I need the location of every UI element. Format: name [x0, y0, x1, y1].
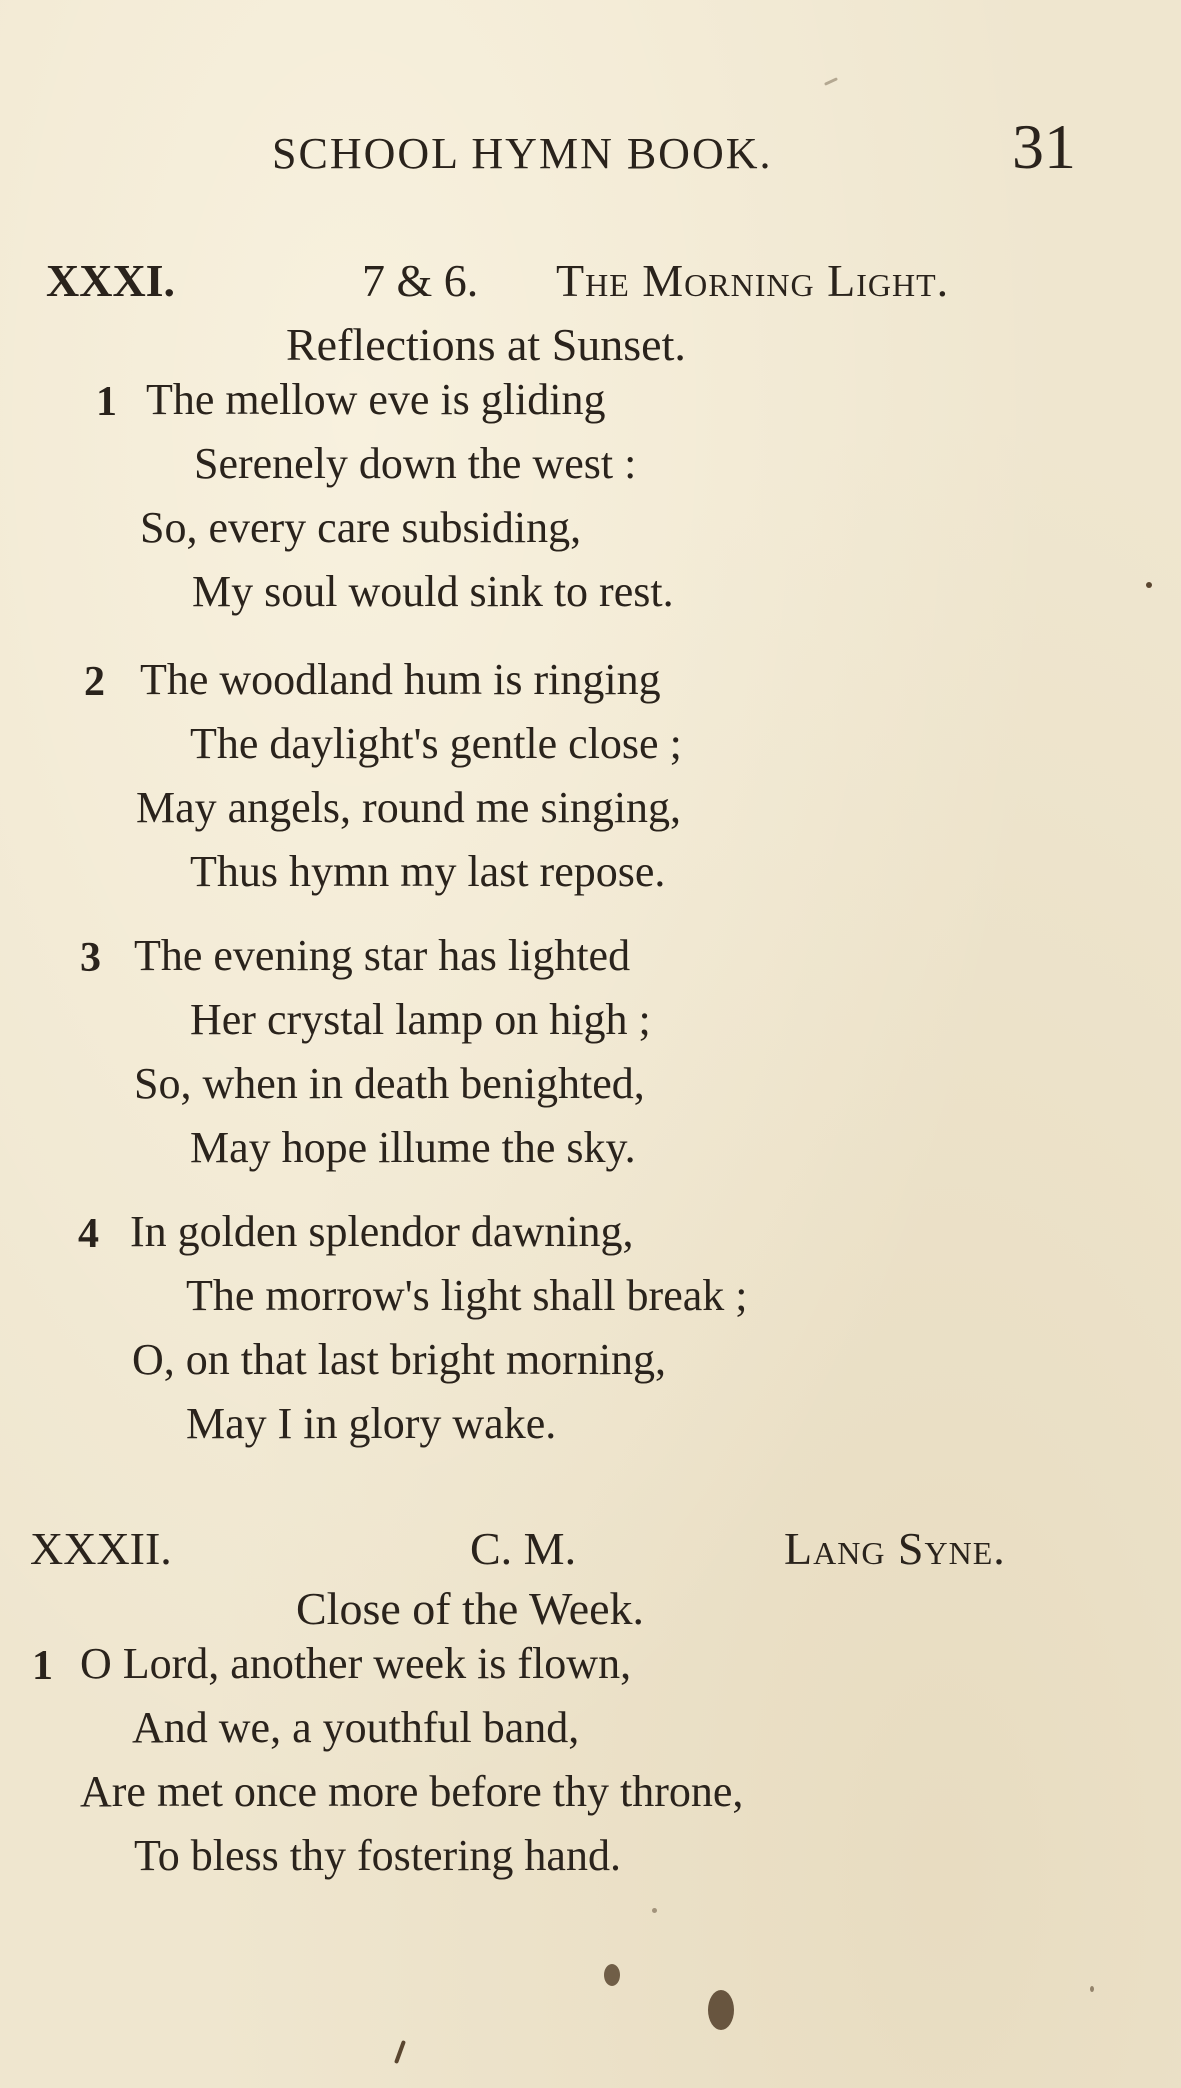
verse-number: 1	[96, 379, 117, 425]
verse-number: 2	[84, 659, 105, 705]
hymn-tune: Lang Syne.	[784, 1523, 1006, 1574]
running-title: SCHOOL HYMN BOOK.	[272, 129, 773, 178]
verse-number: 3	[80, 935, 101, 981]
verse-line: So, every care subsiding,	[140, 503, 582, 552]
hymn-meter: 7 & 6.	[362, 255, 479, 306]
verse-line: The mellow eve is gliding	[146, 375, 606, 424]
hymn-subtitle: Reflections at Sunset.	[286, 319, 686, 370]
verse-line: So, when in death benighted,	[134, 1059, 645, 1108]
ink-speck	[1146, 582, 1152, 588]
hymn-subtitle: Close of the Week.	[296, 1583, 645, 1634]
ink-speck	[394, 2040, 406, 2064]
verse-line: Serenely down the west :	[194, 439, 637, 488]
verse-line: The evening star has lighted	[134, 931, 631, 980]
hymn-number: XXXI.	[46, 255, 176, 306]
verse-line: O, on that last bright morning,	[132, 1335, 667, 1384]
verse-line: And we, a youthful band,	[132, 1703, 580, 1752]
ink-speck	[708, 1990, 734, 2030]
verse-line: May hope illume the sky.	[190, 1123, 636, 1172]
verse-line: In golden splendor dawning,	[130, 1207, 634, 1256]
ink-speck	[1090, 1986, 1094, 1992]
ink-speck	[824, 77, 838, 86]
verse-number: 1	[32, 1643, 53, 1689]
ink-speck	[652, 1908, 657, 1913]
verse-line: May I in glory wake.	[186, 1399, 557, 1448]
verse-line: Thus hymn my last repose.	[190, 847, 666, 896]
hymn-number: XXXII.	[30, 1523, 172, 1574]
page-number: 31	[1012, 111, 1076, 182]
verse-line: The woodland hum is ringing	[140, 655, 661, 704]
verse-line: Are met once more before thy throne,	[80, 1767, 744, 1816]
verse-line: May angels, round me singing,	[136, 783, 682, 832]
verse-number: 4	[78, 1211, 99, 1257]
verse-line: To bless thy fostering hand.	[134, 1831, 621, 1880]
hymn-meter: C. M.	[470, 1523, 577, 1574]
hymn-tune: The Morning Light.	[556, 255, 950, 306]
verse-line: The daylight's gentle close ;	[190, 719, 682, 768]
ink-speck	[604, 1964, 620, 1986]
verse-line: O Lord, another week is flown,	[80, 1639, 632, 1688]
verse-line: Her crystal lamp on high ;	[190, 995, 651, 1044]
verse-line: My soul would sink to rest.	[192, 567, 674, 616]
verse-line: The morrow's light shall break ;	[186, 1271, 748, 1320]
